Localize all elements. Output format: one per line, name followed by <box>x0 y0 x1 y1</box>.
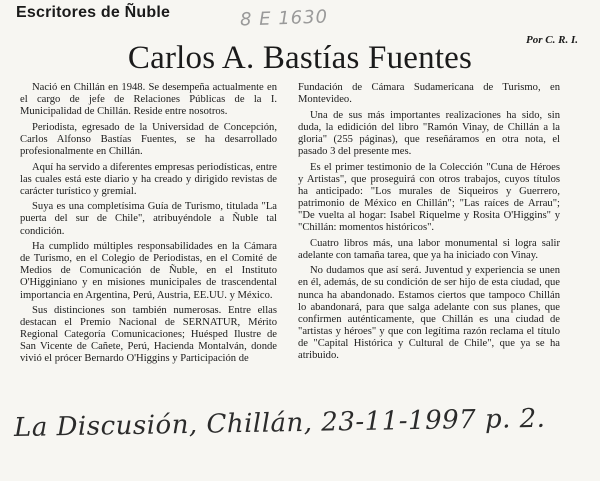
paragraph: No dudamos que así será. Juventud y experiencia se unen en él, además, de su condición de ser hijo de esta ciudad, que nunca ha abandonado. Estamos ciertos que tampoco Chillán lo abandonará, para que salga adelante con sus planes, que confirmen auténticamente, que Chillán es una ciudad de "artistas y héroes" y que con legítima razón reclama el título de "Capital Histórica y Cultural de Chile", que ya se ha atribuido. <box>298 265 560 361</box>
paragraph: Es el primer testimonio de la Colección "Cuna de Héroes y Artistas", que proseguirá con otros trabajos, cuyos títulos ha anticipado: "Los murales de Siqueiros y Guerrero, patrimonio de México en Chillán"; "Las raíces de Arrau"; "De vuelta al hogar: Isabel Riquelme y Rosita O'Higgins" y "Chillán: momentos históricos". <box>298 161 560 234</box>
paragraph: Una de sus más importantes realizaciones ha sido, sin duda, la edidición del libro "Ramón Vinay, de Chillán a la gloria" (255 páginas), que reseñáramos en otra nota, el pasado 3 del presente mes. <box>298 109 560 157</box>
paragraph: Ha cumplido múltiples responsabilidades en la Cámara de Turismo, en el Colegio de Periodistas, en el Comité de Medios de Comunicación de Ñuble, en el Instituto O'Higginiano y en misiones municipales de trascendental importancia en Argentina, Perú, Austria, EE.UU. y México. <box>20 241 277 301</box>
article-headline: Carlos A. Bastías Fuentes <box>127 40 473 76</box>
paragraph: Fundación de Cámara Sudamericana de Turismo, en Montevideo. <box>298 82 560 106</box>
left-column <box>20 82 277 369</box>
right-column <box>298 82 560 366</box>
paragraph: Cuatro libros más, una labor monumental si logra salir adelante con tamaña tarea, que ya ha iniciado con Vinay. <box>298 237 560 261</box>
handwritten-source-note: La Discusión, Chillán, 23-11-1997 p. 2. <box>13 403 546 444</box>
section-label: Escritores de Ñuble <box>16 4 171 21</box>
paragraph: Periodista, egresado de la Universidad de Concepción, Carlos Alfonso Bastías Fuentes, se ha desarrollado profesionalmente en Chillán. <box>20 121 277 157</box>
paragraph: Nació en Chillán en 1948. Se desempeña actualmente en el cargo de jefe de Relaciones Públicas de la I. Municipalidad de Chillán. Reside entre nosotros. <box>20 82 277 118</box>
paragraph: Suya es una completísima Guía de Turismo, titulada "La puerta del sur de Chile", atribuyéndole a Ñuble tal condición. <box>20 201 277 237</box>
paragraph: Aquí ha servido a diferentes empresas periodísticas, entre las cuales está este diario y ha creado y dirigido revistas de carácter turístico y gremial. <box>20 161 277 197</box>
catalog-note: 8 E 1630 <box>239 6 329 31</box>
byline: Por C. R. I. <box>526 34 578 46</box>
paragraph: Sus distinciones son también numerosas. Entre ellas destacan el Premio Nacional de SERNATUR, Mérito Regional Categoría Comunicaciones; Huésped Ilustre de San Vicente de Cañete, Perú, Hacienda Montalván, donde vivió el prócer Bernardo O'Higgins y Participación de <box>20 305 277 365</box>
